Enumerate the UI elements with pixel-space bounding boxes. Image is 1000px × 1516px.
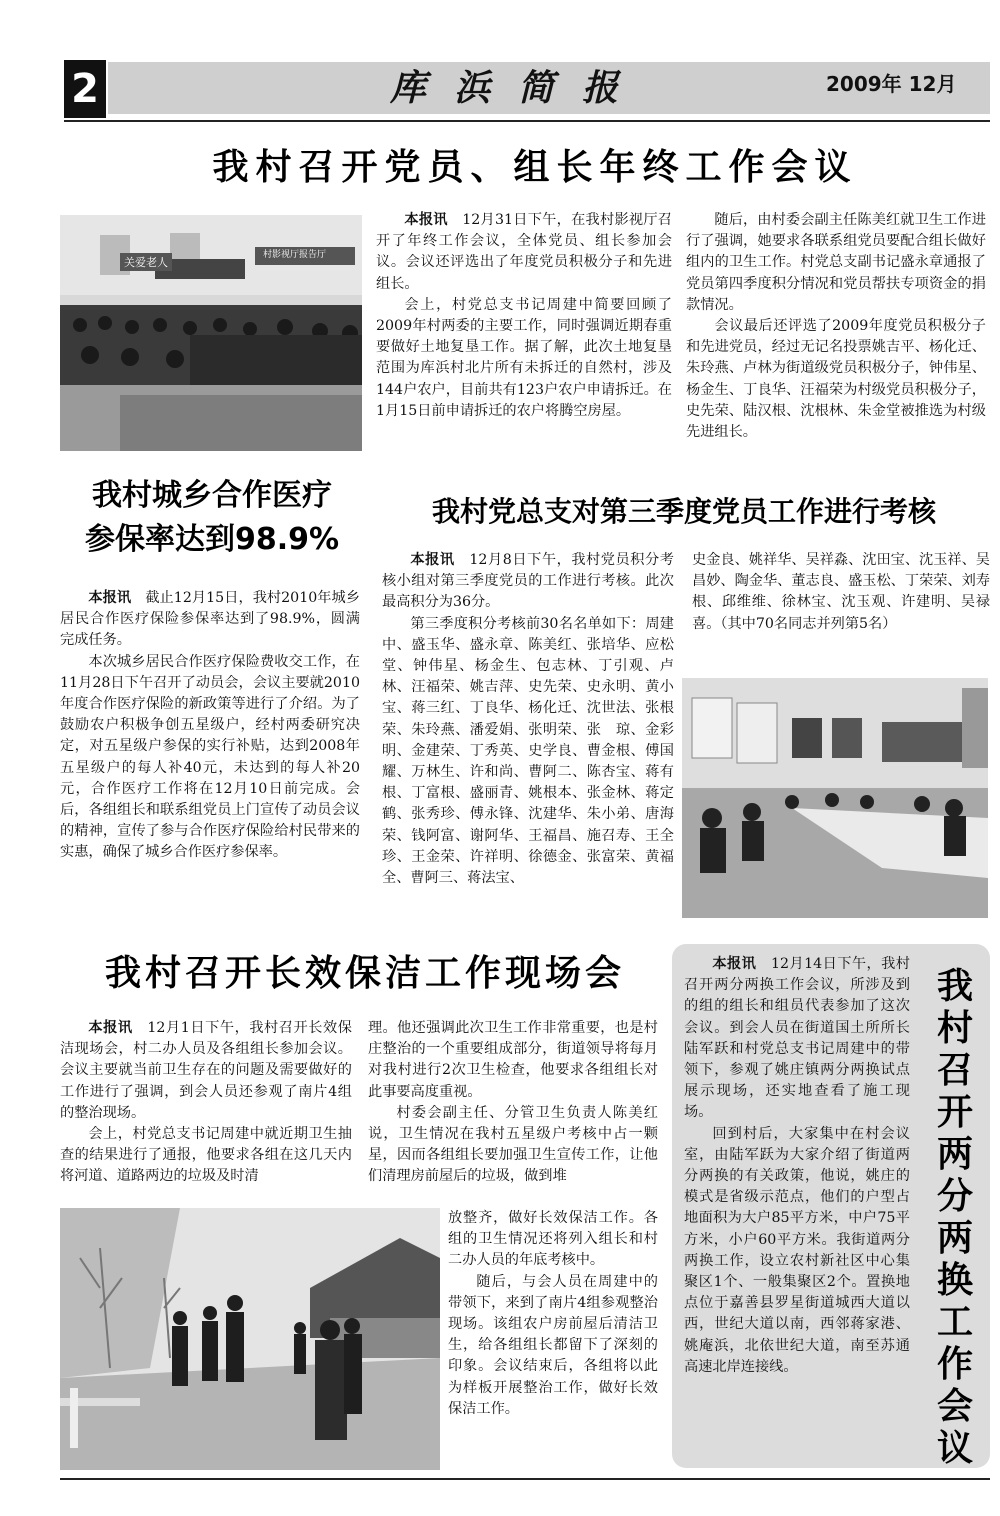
article4-column-1	[60, 1018, 352, 1188]
article1-headline: 我村召开党员、组长年终工作会议	[212, 147, 858, 188]
article4-paragraph: 理。他还强调此次卫生工作非常重要，也是村庄整治的一个重要组成部分，街道领导将每月对我村进行2次卫生检查，他要求各组组长对此事要高度重视。	[368, 1020, 658, 1100]
article4-column-3	[448, 1208, 658, 1420]
article3-column-2	[692, 550, 990, 635]
article4-column-2	[368, 1018, 658, 1188]
article4-headline: 我村召开长效保洁工作现场会	[104, 953, 625, 994]
photo-banner-text-2: 村影视厅报告厅	[263, 250, 327, 260]
article5-paragraph: 回到村后，大家集中在村会议室，由陆军跃为大家介绍了街道两分两换的有关政策，他说，姚庄的模式是省级示范点，他们的户型占地面积为大户85平方米，中户75平方米，小户60平方米。我街道两分两换工作，设立农村新社区中心集聚区1个、一般集聚区2个。置换地点位于嘉善县罗星街道城西大道以西，世纪大道以南，西邻蒋家港、姚庵浜，北依世纪大道，南至苏通高速北岸连接线。	[684, 1125, 910, 1375]
article3-column-1	[382, 550, 689, 889]
article4-paragraph: 会上，村党总支书记周建中就近期卫生抽查的结果进行了通报，他要求各组在这几天内将河道、道路两边的垃圾及时清	[60, 1126, 352, 1185]
photo-banner-text: 关爱老人	[120, 253, 172, 271]
article4-paragraph: 本报讯 12月1日下午，我村召开长效保洁现场会，村二办人员及各组组长参加会议。会议主要就当前卫生存在的问题及需要做好的工作进行了强调，到会人员还参观了南片4组的整治现场。	[60, 1020, 352, 1121]
committee-meeting-photo	[682, 678, 988, 918]
article3-namelist-continued: 史金良、姚祥华、吴祥淼、沈田宝、沈玉祥、吴昌妙、陶金华、董志良、盛玉松、丁荣荣、刘寿根、邱维维、徐林宝、沈玉观、许建明、吴禄喜。（其中70名同志并列第5名）	[692, 552, 990, 632]
article1-paragraph: 会上，村党总支书记周建中简要回顾了2009年村两委的主要工作，同时强调近期春重要做好土地复垦工作。据了解，此次土地复垦范围为库浜村北片所有未拆迁的自然村，涉及144户农户，目前共有123户农户申请拆迁。在1月15日前申请拆迁的农户将腾空房屋。	[376, 296, 672, 419]
article3-headline: 我村党总支对第三季度党员工作进行考核	[431, 495, 936, 528]
page-number: 2	[64, 60, 106, 118]
article1-paragraph: 本报讯 12月31日下午，在我村影视厅召开了年终工作会议，全体党员、组长参加会议。会议还评选出了年度党员积极分子和先进组长。	[376, 212, 672, 292]
article4-paragraph: 随后，与会人员在周建中的带领下，来到了南片4组参观整治现场。该组农户房前屋后清洁卫生，给各组组长都留下了深刻的印象。会议结束后，各组将以此为样板开展整治工作，做好长效保洁工作。	[448, 1273, 658, 1417]
issue-date: 2009年 12月	[826, 72, 957, 96]
article3-namelist: 第三季度积分考核前30名名单如下：周建中、盛玉华、盛永章、陈美红、张培华、应松堂、钟伟星、杨金生、包志林、丁引观、卢 林、汪福荣、姚吉萍、史先荣、史永明、黄小宝、蒋三红、丁良华、杨化迁、沈世法、张根荣、朱玲燕、潘爱娟、张明荣、张 琼、金彩明、金建荣、丁秀英、史学良、曹金根、傅国耀、万林生、许和尚、曹阿二、陈杏宝、蒋有根、丁富根、盛丽青、姚根本、张金林、蒋定鹤、张秀珍、傅永锋、沈建华、朱小弟、唐海荣、钱阿富、谢阿华、王福昌、施召寿、王全珍、王金荣、许祥明、徐德金、张富荣、黄福全、曹阿三、蒋法宝、	[382, 615, 689, 887]
article5-headline: 我村召开两分两换工作会议	[936, 966, 973, 1469]
article1-column-1	[376, 210, 672, 422]
article4-paragraph: 放整齐，做好长效保洁工作。各组的卫生情况还将列入组长和村二办人员的年底考核中。	[448, 1210, 658, 1269]
article2-headline: 我村城乡合作医疗 参保率达到98.9%	[84, 478, 340, 557]
article2-paragraph: 本次城乡居民合作医疗保险费收交工作，在11月28日下午召开了动员会，会议主要就2010年度合作医疗保险的新政策等进行了介绍。为了鼓励农户积极争创五星级户，经村两委研究决定，对五星级户参保的实行补贴，达到2008年五星级户的每人补40元，未达到的每人补20元，合作医疗工作将在12月10日前完成。会后，各组组长和联系组党员上门宣传了动员会议的精神，宣传了参与合作医疗保险给村民带来的实惠，确保了城乡合作医疗参保率。	[60, 653, 360, 861]
article3-paragraph: 本报讯 12月8日下午，我村党员积分考核小组对第三季度党员的工作进行考核。此次最高积分为36分。	[382, 552, 674, 611]
footer-rule	[60, 1478, 990, 1480]
article2-paragraph: 本报讯 截止12月15日，我村2010年城乡居民合作医疗保险参保率达到了98.9%，圆满完成任务。	[60, 590, 360, 649]
site-visit-photo	[60, 1208, 440, 1470]
article5-body	[684, 954, 910, 1378]
article1-paragraph: 会议最后还评选了2009年度党员积极分子和先进党员，经过无记名投票姚吉平、杨化迁、朱玲燕、卢林为街道级党员积极分子，钟伟星、杨金生、丁良华、汪福荣为村级党员积极分子，史先荣、陆汉根、沈根林、朱金堂被推选为村级先进组长。	[686, 318, 986, 441]
newspaper-title: 库浜简报	[390, 67, 647, 109]
masthead-rule	[64, 120, 990, 122]
article1-column-2	[686, 210, 986, 443]
article1-paragraph: 随后，由村委会副主任陈美红就卫生工作进行了强调，她要求各联系组党员要配合组长做好组内的卫生工作。村党总支副书记盛永章通报了党员第四季度积分情况和党员帮扶专项资金的捐款情况。	[686, 212, 986, 313]
article2-body	[60, 588, 360, 864]
article4-paragraph: 村委会副主任、分管卫生负责人陈美红说，卫生情况在我村五星级户考核中占一颗星，因而各组组长要加强卫生宣传工作，让他们清理房前屋后的垃圾，做到堆	[368, 1104, 658, 1185]
article5-paragraph: 本报讯 12月14日下午，我村召开两分两换工作会议，所涉及到的组的组长和组员代表参加了这次会议。到会人员在街道国土所所长陆军跃和村党总支书记周建中的带领下，参观了姚庄镇两分两换试点展示现场，还实地查看了施工现场。	[684, 956, 910, 1121]
